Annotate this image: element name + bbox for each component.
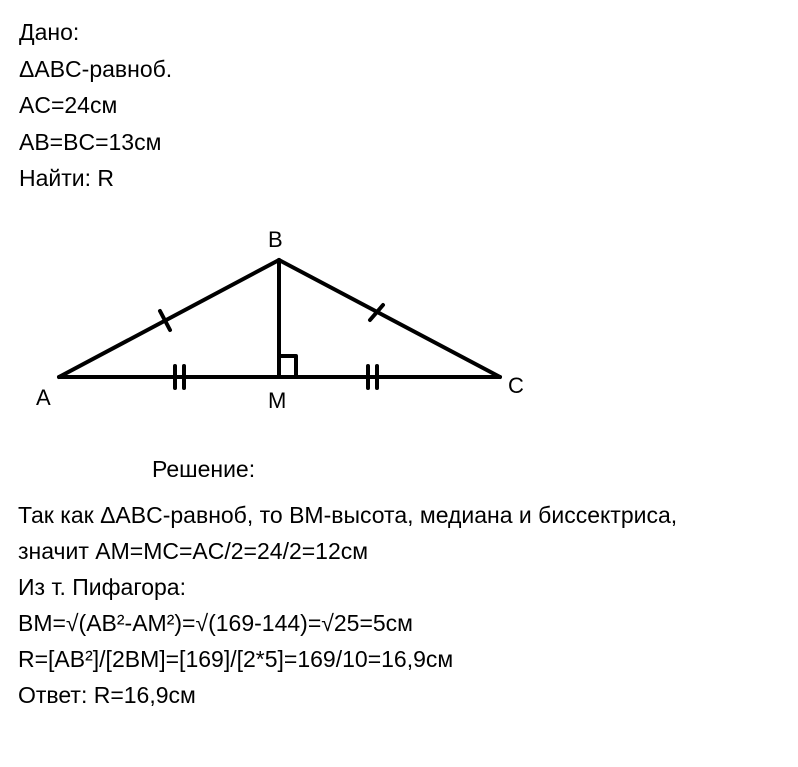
solution-title: Решение: <box>152 456 256 482</box>
solution-section <box>18 497 677 713</box>
solution-line-answer: Ответ: R=16,9см <box>18 682 196 708</box>
side-ab <box>59 260 279 377</box>
label-a: A <box>36 385 51 410</box>
given-line-ab-bc: AB=BC=13см <box>19 128 162 155</box>
label-c: C <box>508 373 524 398</box>
given-line-find: Найти: R <box>19 165 115 191</box>
side-bc <box>279 260 500 377</box>
right-angle-marker <box>279 356 296 377</box>
solution-line-pythagoras: Из т. Пифагора: <box>18 574 186 600</box>
solution-line-reasoning: Так как ΔABC-равноб, то BM-высота, медиана и биссектриса, <box>18 502 678 528</box>
solution-line-bm: BM=√(AB²-AM²)=√(169-144)=√25=5см <box>18 610 413 636</box>
label-m: M <box>268 388 287 413</box>
given-line-triangle-type: ΔABC-равноб. <box>19 55 173 82</box>
label-b: B <box>268 227 283 252</box>
given-title: Дано: <box>19 19 80 45</box>
solution-line-am-mc: значит AM=MC=AC/2=24/2=12см <box>18 538 369 564</box>
solution-line-r: R=[AB²]/[2BM]=[169]/[2*5]=169/10=16,9см <box>18 646 454 672</box>
given-line-ac: AC=24см <box>19 92 118 118</box>
